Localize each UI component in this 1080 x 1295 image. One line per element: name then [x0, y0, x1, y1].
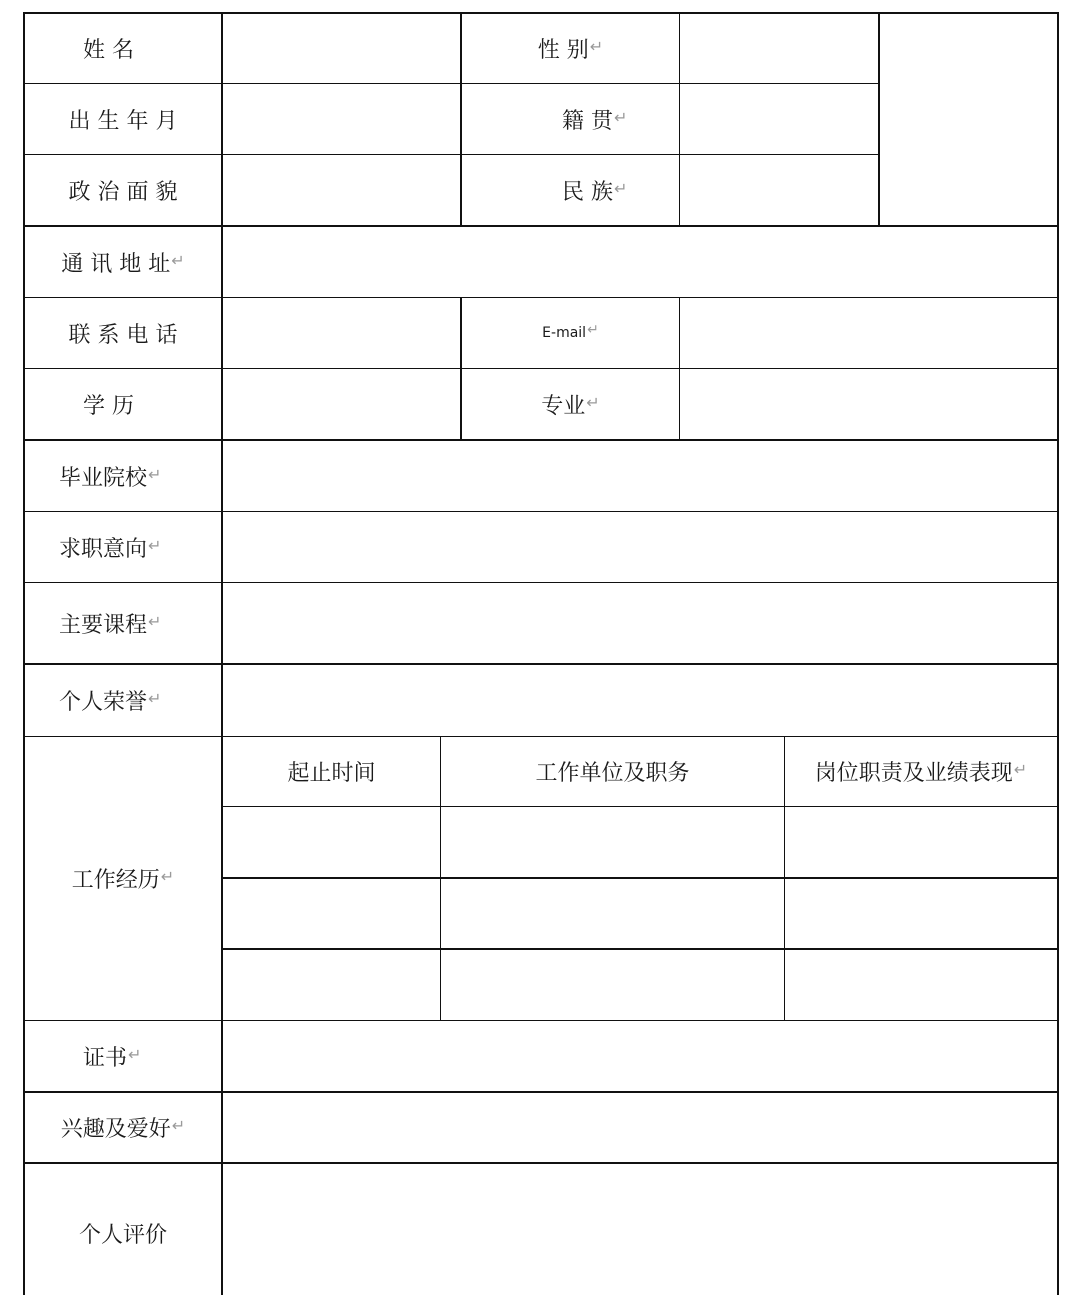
honors-field[interactable] [223, 665, 1057, 736]
paragraph-mark-icon: ↵ [148, 689, 162, 708]
label-gender-text: 性 别 [537, 38, 589, 63]
work-row-1-employer[interactable] [441, 807, 784, 877]
paragraph-mark-icon: ↵ [148, 535, 162, 555]
work-header-duties [785, 737, 1057, 806]
work-row-1-period[interactable] [223, 807, 440, 877]
label-address [25, 227, 221, 297]
label-phone-text: 联 系 电 话 [68, 322, 178, 348]
phone-field[interactable] [223, 298, 460, 368]
label-ethnicity [462, 155, 679, 225]
birth-field[interactable] [223, 84, 460, 154]
photo-box[interactable] [880, 14, 1057, 225]
paragraph-mark-icon: ↵ [589, 37, 604, 56]
label-major-text: 专业 [541, 393, 586, 419]
label-native-place [462, 84, 679, 154]
paragraph-mark-icon: ↵ [171, 1116, 186, 1135]
ethnicity-field[interactable] [680, 155, 878, 225]
work-header-period [223, 737, 440, 806]
label-political-status-text: 政 治 面 貌 [68, 179, 178, 205]
label-political-status [25, 155, 221, 225]
label-school-text: 毕业院校 [59, 465, 148, 491]
work-header-duties-text: 岗位职责及业绩表现 [814, 761, 1013, 786]
label-address-text: 通 讯 地 址 [61, 251, 171, 277]
label-education [25, 369, 221, 439]
work-row-3-employer[interactable] [441, 950, 784, 1020]
work-header-employer [441, 737, 784, 806]
paragraph-mark-icon: ↵ [148, 464, 162, 484]
label-work-experience-text: 工作经历 [71, 868, 160, 893]
name-field[interactable] [223, 14, 460, 83]
paragraph-mark-icon: ↵ [128, 1044, 142, 1064]
label-birth-text: 出 生 年 月 [68, 108, 178, 134]
label-major [462, 369, 679, 439]
label-hobbies-text: 兴趣及爱好 [60, 1117, 171, 1142]
label-gender [462, 14, 679, 83]
paragraph-mark-icon: ↵ [587, 322, 599, 338]
label-honors-text: 个人荣誉 [59, 690, 148, 715]
paragraph-mark-icon: ↵ [171, 250, 185, 270]
label-job-intention-text: 求职意向 [59, 536, 148, 562]
paragraph-mark-icon: ↵ [614, 107, 628, 127]
work-row-2-period[interactable] [223, 879, 440, 948]
label-native-place-text: 籍 贯 [562, 108, 613, 134]
label-birth [25, 84, 221, 154]
label-self-evaluation [25, 1164, 221, 1295]
label-school [25, 441, 221, 511]
native-place-field[interactable] [680, 84, 878, 154]
main-courses-field[interactable] [223, 583, 1057, 663]
label-main-courses-text: 主要课程 [59, 612, 148, 638]
paragraph-mark-icon: ↵ [614, 178, 628, 198]
certificates-field[interactable] [223, 1021, 1057, 1091]
address-field[interactable] [223, 227, 1057, 297]
education-field[interactable] [223, 369, 460, 439]
work-row-1-duties[interactable] [785, 807, 1057, 877]
work-row-2-employer[interactable] [441, 879, 784, 948]
label-certificates-text: 证书 [83, 1045, 128, 1071]
job-intention-field[interactable] [223, 512, 1057, 582]
label-email-text: E-mail [542, 325, 587, 341]
label-education-text: 学 历 [83, 393, 134, 419]
self-evaluation-field[interactable] [223, 1164, 1057, 1295]
major-field[interactable] [680, 369, 1057, 439]
label-job-intention [25, 512, 221, 582]
label-phone [25, 298, 221, 368]
work-row-3-period[interactable] [223, 950, 440, 1020]
label-email [462, 298, 679, 368]
label-name-text: 姓 名 [83, 38, 134, 63]
political-status-field[interactable] [223, 155, 460, 225]
email-field[interactable] [680, 298, 1057, 368]
school-field[interactable] [223, 441, 1057, 511]
label-hobbies [25, 1093, 221, 1162]
label-certificates [25, 1021, 221, 1091]
hobbies-field[interactable] [223, 1093, 1057, 1162]
paragraph-mark-icon: ↵ [1013, 760, 1028, 779]
label-main-courses [25, 583, 221, 663]
label-work-experience [25, 737, 221, 1020]
table-border-right [1057, 12, 1059, 1295]
paragraph-mark-icon: ↵ [160, 867, 175, 886]
work-header-employer-text: 工作单位及职务 [535, 761, 690, 786]
gender-field[interactable] [680, 14, 878, 83]
label-honors [25, 665, 221, 736]
work-row-2-duties[interactable] [785, 879, 1057, 948]
paragraph-mark-icon: ↵ [586, 392, 600, 412]
label-name [25, 14, 221, 83]
label-self-evaluation-text: 个人评价 [78, 1223, 167, 1248]
paragraph-mark-icon: ↵ [148, 611, 162, 631]
label-ethnicity-text: 民 族 [562, 179, 613, 205]
work-header-period-text: 起止时间 [287, 761, 376, 786]
work-row-3-duties[interactable] [785, 950, 1057, 1020]
